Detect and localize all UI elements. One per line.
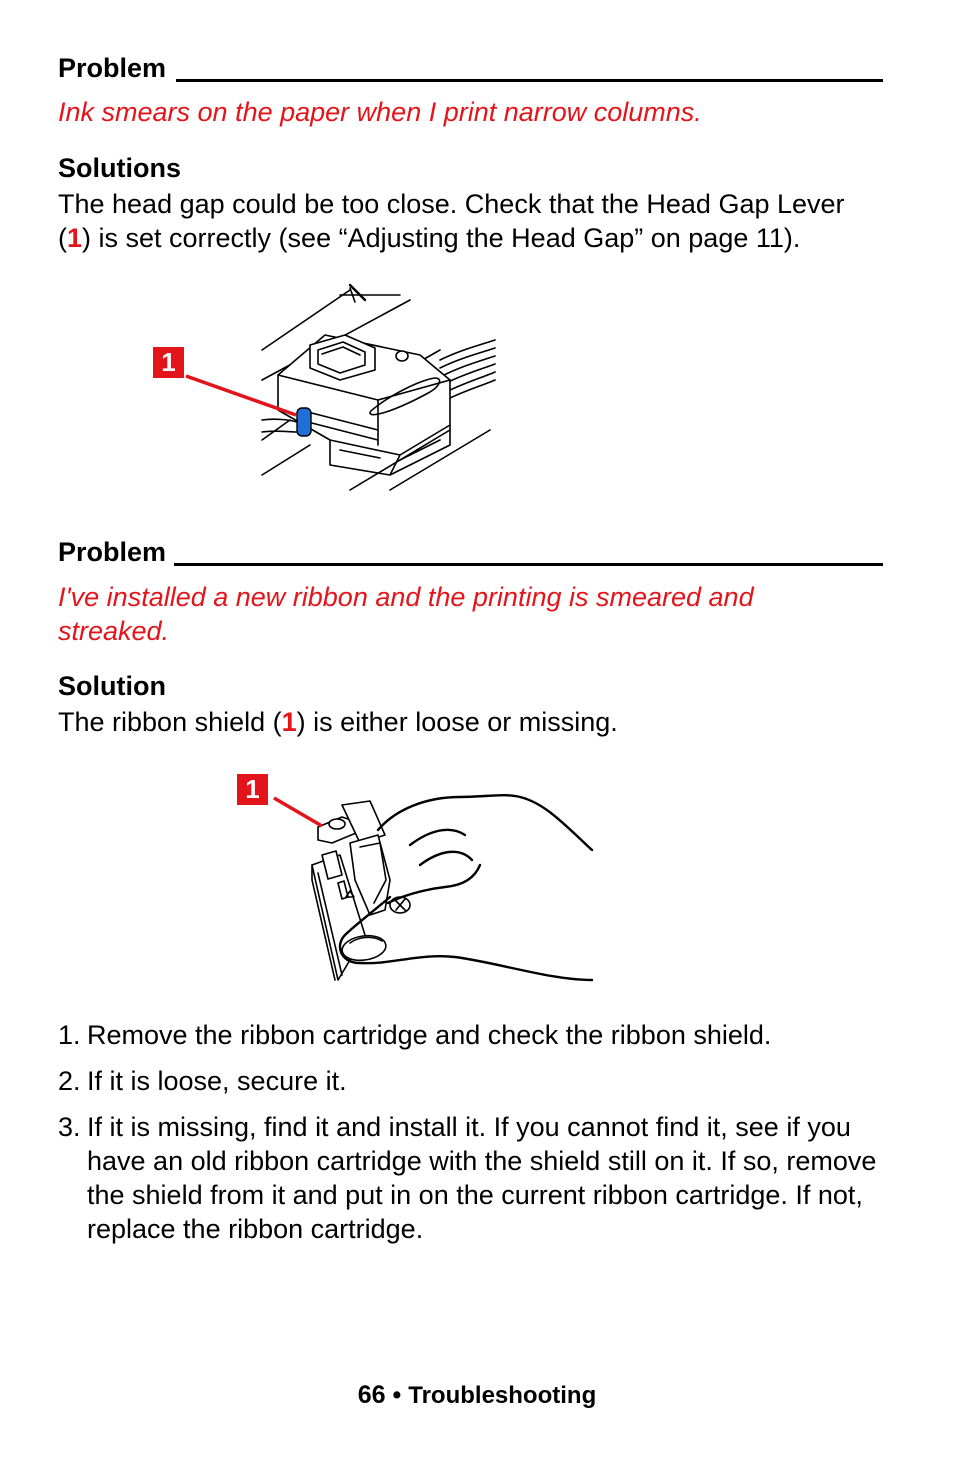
heading-rule-2	[174, 563, 883, 566]
problem-description-2: I've installed a new ribbon and the printing is smeared and streaked.	[58, 582, 754, 646]
callout-ref-2: 1	[281, 707, 297, 737]
problem-heading-2: Problem	[58, 537, 167, 567]
list-item: 3. If it is missing, find it and install it. If you cannot find it, see if you have an old ribbon cartridge with the shield still on it. If so, remove the shield from it and put in on the current ribbon cartridge. If not, replace the ribbon cartridge.	[58, 1112, 877, 1244]
footer-section: Troubleshooting	[408, 1382, 597, 1409]
solution-heading: Solution	[58, 671, 166, 701]
problem-description-1: Ink smears on the paper when I print narrow columns.	[58, 97, 702, 127]
figure-callout-1: 1	[153, 347, 184, 378]
solution-text-2: The ribbon shield (1) is either loose or missing.	[58, 707, 618, 737]
callout-leader-line	[270, 790, 350, 840]
figure-callout-2: 1	[237, 774, 268, 805]
callout-ref-1: 1	[67, 223, 83, 253]
list-item: 1. Remove the ribbon cartridge and check the ribbon shield.	[58, 1020, 772, 1050]
problem-heading-1: Problem	[58, 53, 167, 83]
solution-line-2: (1) is set correctly (see “Adjusting the Head Gap” on page 11).	[58, 223, 801, 253]
list-item: 2. If it is loose, secure it.	[58, 1066, 347, 1096]
solution-line-1: The head gap could be too close. Check that the Head Gap Lever	[58, 189, 845, 219]
page-number: 66	[357, 1381, 386, 1409]
heading-rule-1	[176, 79, 883, 82]
footer-bullet: •	[392, 1381, 402, 1409]
solution-text-1	[58, 187, 908, 255]
page-footer	[0, 1381, 954, 1410]
print-head-illustration	[150, 280, 500, 495]
solutions-heading: Solutions	[58, 153, 181, 183]
steps-list	[58, 1018, 898, 1258]
